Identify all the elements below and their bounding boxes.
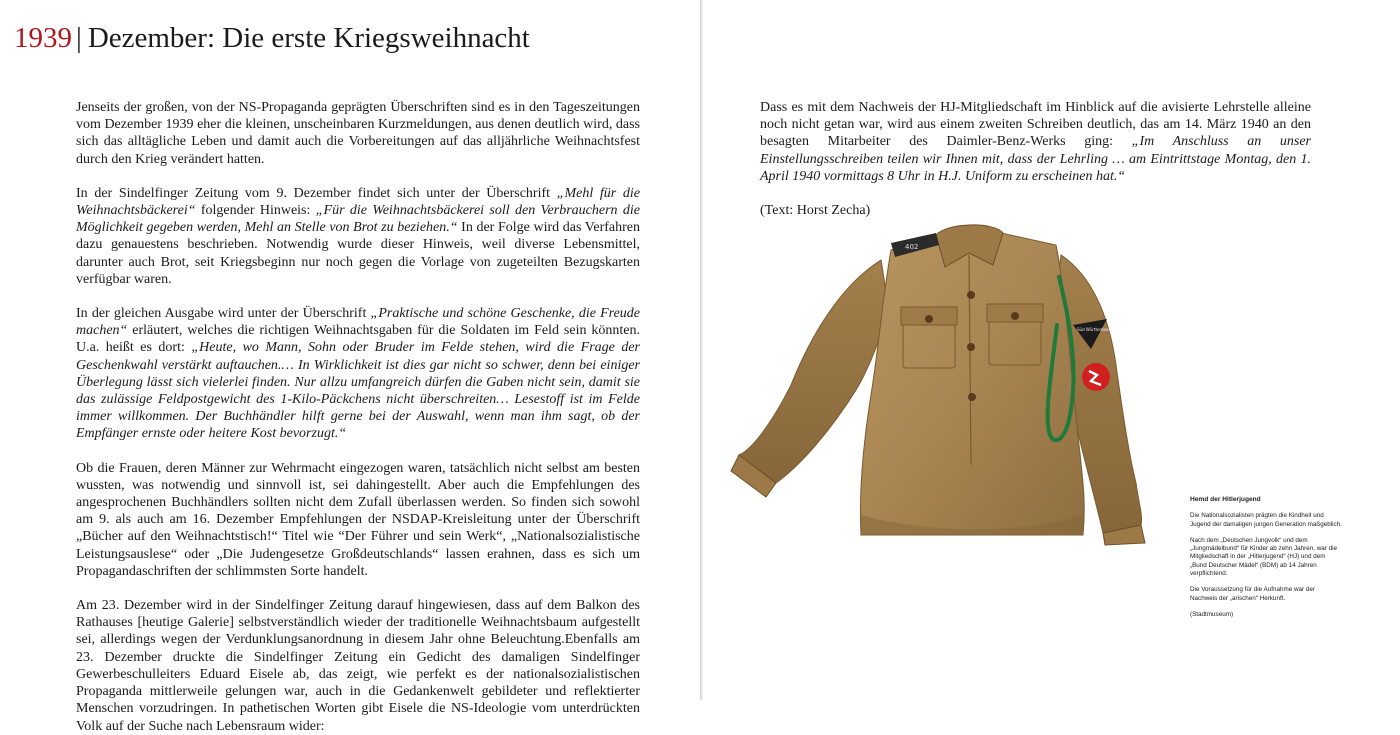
text-credit: (Text: Horst Zecha) — [760, 203, 871, 219]
right-page — [703, 0, 1400, 700]
text-run: Dass es mit dem Nachweis der HJ-Mitgliedschaft im Hinblick auf die avisierte Lehrstelle alleine noch nicht getan war, wird aus einem zweiten Schreiben deutlich, das am 14. März 1940 an den besagten Mitarbeiter des Daimler-Benz-Werks ging: — [760, 100, 1311, 150]
left-page — [0, 0, 700, 734]
headline-separator: | — [76, 22, 82, 54]
sig-rune-badge — [1082, 363, 1110, 391]
left-text-column — [76, 99, 640, 735]
shirt-body — [731, 225, 1145, 545]
caption-title: Hemd der Hitlerjugend — [1190, 496, 1261, 503]
page-headline — [14, 20, 530, 56]
text-run: In der Folge wird das Verfahren dazu genauestens beschrieben. Notwendig wurde dieser Hinweis, weil diverse Lebensmittel, darunter auch Brot, seit Kriegsbeginn nur noch gegen die Vorlage von zugeteilten Bezugskarten verfügbar waren. — [76, 220, 640, 287]
paragraph — [760, 99, 1311, 185]
hj-shirt-photo — [731, 215, 1171, 545]
quote: „Im Anschluss an unser Einstellungsschreiben teilen wir Ihnen mit, dass der Lehrling … am Eintrittstage Montag, den 1. April 1940 vormittags 8 Uhr in H.J. Uniform zu erscheinen hat.“ — [760, 134, 1311, 184]
text-run: folgender Hinweis: — [195, 203, 316, 219]
text-run: In der gleichen Ausgabe wird unter der Überschrift — [76, 306, 371, 322]
shoulder-number: 402 — [905, 243, 919, 251]
caption-paragraph: Nach dem „Deutschen Jungvolk“ und dem „Jungmädelbund“ für Kinder ab zehn Jahren, war die Mitgliedschaft in der „Hitlerjugend“ (HJ) und dem „Bund Deutscher Mädel“ (BDM) ab 14 Jahren verpflichtend. — [1190, 536, 1338, 578]
quoted-headline: „Praktische und schöne Geschenke, die Freude machen“ — [76, 306, 641, 339]
right-text-column — [760, 99, 1311, 219]
text-run: In der Sindelfinger Zeitung vom 9. Dezember findet sich unter der Überschrift — [76, 185, 557, 201]
badge-text: Süd Württemberg — [1077, 327, 1113, 332]
paragraph — [76, 305, 640, 443]
quoted-headline: „Mehl für die Weihnachtsbäckerei“ — [76, 185, 640, 219]
caption-source: (Stadtmuseum) — [1190, 610, 1234, 618]
text-run: erläutert, welches die richtigen Weihnachtsgaben für die Soldaten im Feld sein könnten. U.a. heißt es dort: — [76, 323, 640, 356]
headline-title: Dezember: Die erste Kriegsweihnacht — [87, 22, 530, 54]
quote: „Heute, wo Mann, Sohn oder Bruder im Felde stehen, wird die Frage der Geschenkwahl verstärkt auftauchen.… In Wirklichkeit ist dies gar nicht so schwer, denn bei einiger Überlegung lässt sich vielerlei finden. Nur allzu umfangreich dürfen die Gaben nicht sein, damit sie das zulässige Feldpostgewicht des 1-Kilo-Päckchens nicht überschreiten… Lesestoff ist im Felde immer willkommen. Der Buchhändler hilft gerne bei der Auswahl, wenn man ihm sagt, ob der Empfänger ernste oder heitere Kost bevorzugt.“ — [76, 340, 641, 442]
paragraph: Ob die Frauen, deren Männer zur Wehrmacht eingezogen waren, tatsächlich nicht selbst am besten wussten, was notwendig und sinnvoll ist, sei dahingestellt. Aber auch die Empfehlungen des angesprochenen Buchhändlers sollten nicht dem Zufall überlassen werden. So finden sich sowohl am 9. als auch am 16. Dezember Empfehlungen der NSDAP-Kreisleitung unter der Überschrift „Bücher auf den Weihnachtstisch!“ Titel wie “Der Führer und sein Werk“, „Nationalsozialistische Leistungsauslese“ oder „Die Judengesetze Großdeutschlands“ lassen erahnen, dass es sich um Propagandaschriften der schlimmsten Sorte handelt. — [76, 460, 640, 579]
headline-year: 1939 — [14, 22, 72, 54]
photo-caption — [1190, 496, 1342, 627]
paragraph: Jenseits der großen, von der NS-Propaganda geprägten Überschriften sind es in den Tageszeitungen vom Dezember 1939 eher die kleinen, unscheinbaren Kurzmeldungen, aus denen deutlich wird, dass sich das alltägliche Leben und damit auch die Vorbereitungen auf das alljährliche Weihnachtsfest durch den Krieg verändert hatten. — [76, 100, 640, 167]
caption-paragraph: Die Nationalsozialisten prägten die Kindheit und Jugend der damaligen jungen Generation maßgeblich. — [1190, 512, 1342, 528]
paragraph: Am 23. Dezember wird in der Sindelfinger Zeitung darauf hingewiesen, dass auf dem Balkon des Rathauses [heutige Galerie] selbstverständlich wieder der traditionelle Weihnachtsbaum aufgestellt sei, allerdings wegen der Verdunklungsanordnung in diesem Jahr ohne Beleuchtung.Ebenfalls am 23. Dezember druckte die Sindelfinger Zeitung ein Gedicht des damaligen Sindelfinger Gewerbeschulleiters Eduard Eisele ab, das zeigt, wie perfekt es der nationalsozialistischen Propaganda mittlerweile gelungen war, auch in die Gedankenwelt gebildeter und reflektierter Menschen vorzudringen. In pathetischen Worten gibt Eisele die NS-Ideologie vom unterdrückten Volk auf der Suche nach Lebensraum wider: — [76, 598, 640, 734]
quote: „Für die Weihnachtsbäckerei soll den Verbrauchern die Möglichkeit gegeben werden, Mehl an Stelle von Brot zu beziehen.“ — [76, 203, 640, 236]
caption-paragraph: Die Voraussetzung für die Aufnahme war der Nachweis der „arischen“ Herkunft. — [1190, 586, 1315, 602]
paragraph — [76, 185, 640, 288]
